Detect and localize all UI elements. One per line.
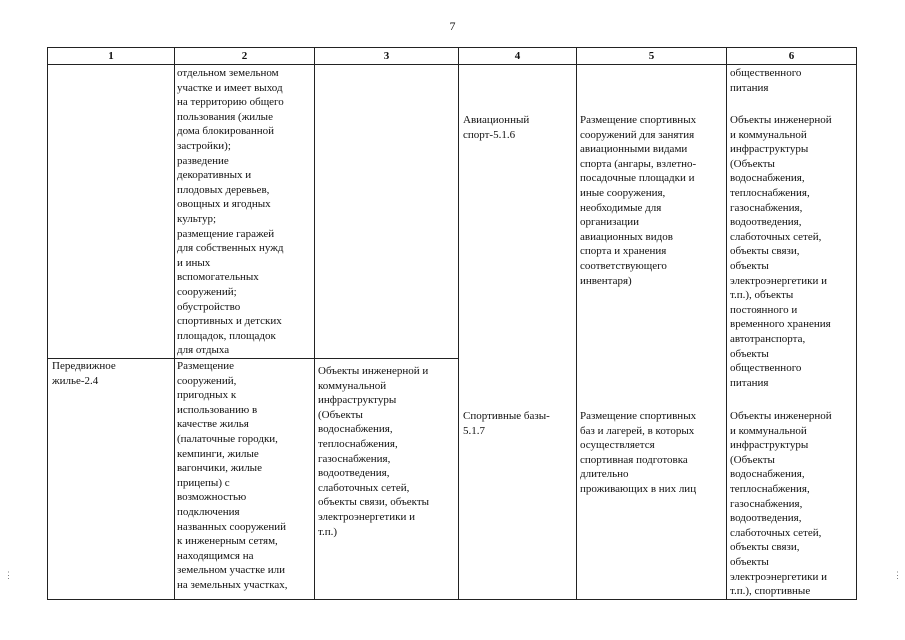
column-header-5: 5 bbox=[648, 50, 655, 62]
header-divider bbox=[48, 64, 856, 65]
column-header-4: 4 bbox=[514, 50, 521, 62]
zone-name-mobile-housing: Передвижное жилье-2.4 bbox=[52, 360, 116, 387]
objects-aviation-sport: Объекты инженерной и коммунальной инфраструктуры (Объекты водоснабжения, теплоснабжения, газоснабжения, водоотведения, слаботочных сетей, объекты связи, объекты электроэнергетики и т.п.), объекты постоянного и временного хранения автотранспорта, объекты общественного питания bbox=[730, 114, 832, 389]
land-use-table bbox=[47, 47, 857, 600]
column-divider bbox=[458, 48, 459, 599]
permitted-use-description-continued: отдельном земельном участке и имеет выход на территорию общего пользования (жилые дома блокированной застройки); разведение декоративных и плодовых деревьев, овощных и ягодных культур; размещение гаражей для собственных нужд и иных вспомогательных сооружений; обустройство спортивных и детских площадок, площадок для отдыха bbox=[177, 67, 284, 357]
column-divider bbox=[576, 48, 577, 599]
page-number: 7 bbox=[449, 19, 456, 33]
column-divider bbox=[174, 48, 175, 599]
auxiliary-objects-mobile-housing: Объекты инженерной и коммунальной инфраструктуры (Объекты водоснабжения, теплоснабжения, газоснабжения, водоотведения, слаботочных сетей, объекты связи, объекты электроэнергетики и т.п.) bbox=[318, 365, 430, 538]
description-aviation-sport: Размещение спортивных сооружений для занятия авиационными видами спорта (ангары, взлетно- посадочные площадки и иные сооружения, необходимые для организации авиационных видов спорта и хранения соответствующего инвентаря) bbox=[580, 114, 697, 287]
column-header-1: 1 bbox=[108, 50, 114, 62]
description-sports-bases: Размещение спортивных баз и лагерей, в которых осуществляется спортивная подготовка длительно проживающих в них лиц bbox=[580, 410, 697, 495]
column-header-2: 2 bbox=[241, 50, 248, 62]
column-divider bbox=[314, 48, 315, 599]
objects-continued: общественного питания bbox=[730, 67, 802, 94]
permitted-use-description-mobile-housing: Размещение сооружений, пригодных к использованию в качестве жилья (палаточные городки, кемпинги, жилые вагончики, жилые прицепы) с возможностью подключения названных сооружений к инженерным сетям, находящимся на земельном участке или на земельных участках, bbox=[177, 360, 288, 591]
objects-sports-bases: Объекты инженерной и коммунальной инфраструктуры (Объекты водоснабжения, теплоснабжения, газоснабжения, водоотведения, слаботочных сетей, объекты связи, объекты электроэнергетики и т.п.), спортивные bbox=[730, 410, 832, 598]
scan-edge-mark: ⋮ bbox=[893, 570, 902, 580]
column-header-6: 6 bbox=[788, 50, 795, 62]
scan-edge-mark: ⋮ bbox=[4, 570, 13, 580]
use-type-aviation-sport: Авиационный спорт-5.1.6 bbox=[463, 114, 530, 141]
column-divider bbox=[726, 48, 727, 599]
use-type-sports-bases: Спортивные базы- 5.1.7 bbox=[463, 410, 550, 437]
column-header-3: 3 bbox=[383, 50, 390, 62]
